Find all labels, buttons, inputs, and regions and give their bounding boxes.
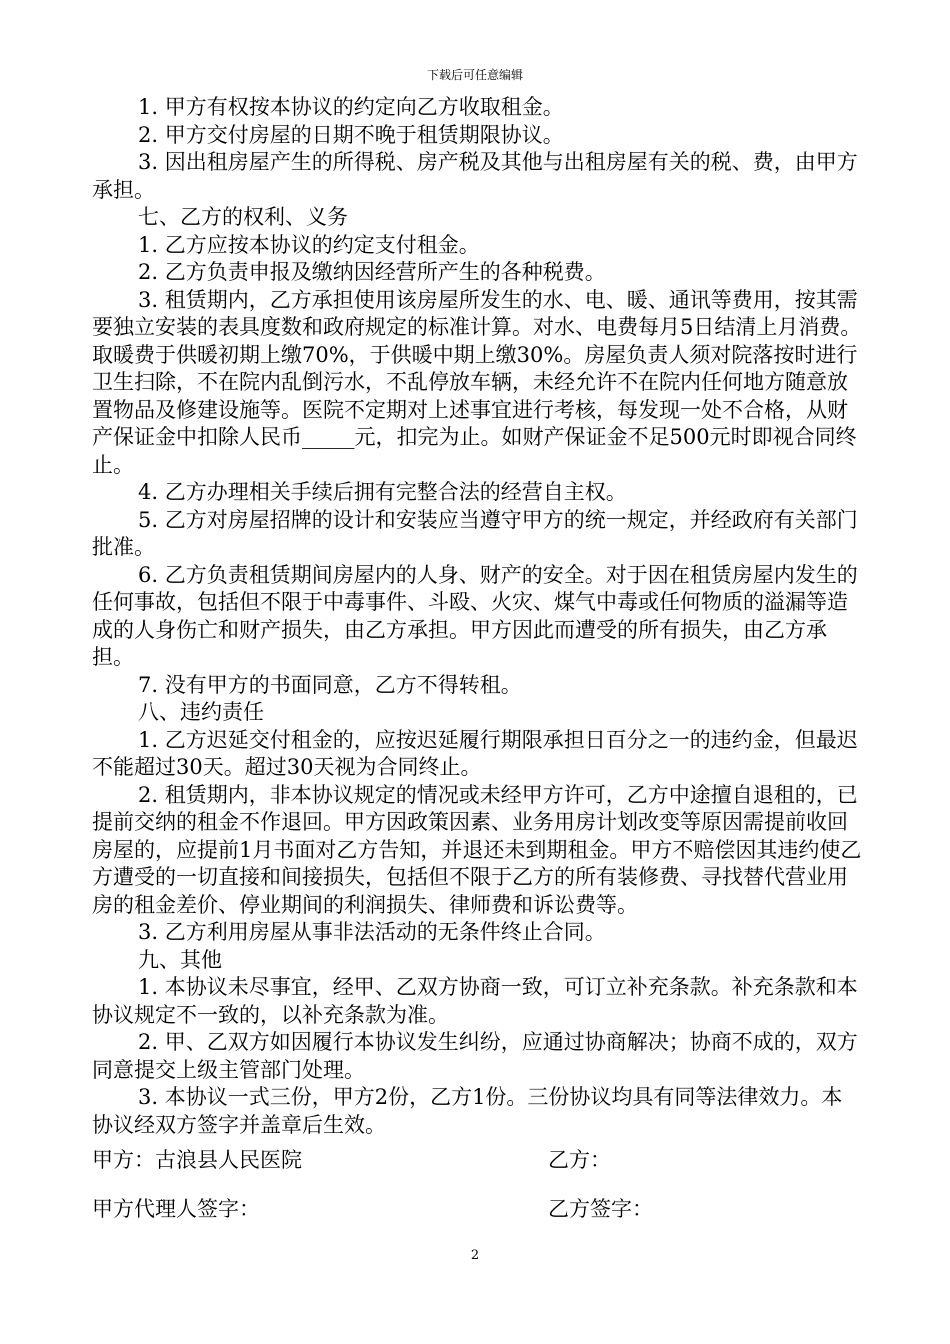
- clause-9-2: 2. 甲、乙双方如因履行本协议发生纠纷，应通过协商解决；协商不成的，双方同意提交上级主管部门处理。: [92, 1030, 858, 1082]
- clause-7-1: 1. 乙方应按本协议的约定支付租金。: [138, 232, 480, 257]
- party-b-signature: 乙方签字：: [548, 1197, 653, 1221]
- clause-7-5: 5. 乙方对房屋招牌的设计和安装应当遵守甲方的统一规定，并经政府有关部门批准。: [92, 507, 858, 559]
- section-9-heading: 九、其他: [138, 947, 222, 972]
- clause-7-2: 2. 乙方负责申报及缴纳因经营所产生的各种税费。: [138, 260, 606, 284]
- party-a-name: 甲方：古浪县人民医院: [92, 1148, 302, 1172]
- clause-8-3: 3. 乙方利用房屋从事非法活动的无条件终止合同。: [138, 920, 606, 944]
- clause-a1: 1. 甲方有权按本协议的约定向乙方收取租金。: [138, 95, 564, 119]
- clause-9-3: 3. 本协议一式三份，甲方2份，乙方1份。三份协议均具有同等法律效力。本协议经双方签字并盖章后生效。: [92, 1085, 843, 1137]
- clause-a3: 3. 因出租房屋产生的所得税、房产税及其他与出租房屋有关的税、费，由甲方承担。: [92, 150, 858, 202]
- clause-7-3: 3. 租赁期内，乙方承担使用该房屋所发生的水、电、暖、通讯等费用，按其需要独立安装的表具度数和政府规定的标准计算。对水、电费每月5日结清上月消费。取暖费于供暖初期上缴70%，于供暖中期上缴30%。房屋负责人须对院落按时进行卫生扫除，不在院内乱倒污水，不乱停放车辆，未经允许不在院内任何地方随意放置物品及修建设施等。医院不定期对上述事宜进行考核，每发现一处不合格，从财产保证金中扣除人民币_____元，扣完为止。如财产保证金不足500元时即视合同终止。: [92, 287, 862, 477]
- section-8-heading: 八、违约责任: [138, 700, 264, 724]
- page-header: 下载后可任意编辑: [426, 68, 523, 82]
- clause-7-7: 7. 没有甲方的书面同意，乙方不得转租。: [138, 672, 522, 697]
- party-a-agent-signature: 甲方代理人签字：: [92, 1197, 260, 1221]
- section-7-heading: 七、乙方的权利、义务: [138, 205, 348, 229]
- party-b-name: 乙方：: [548, 1148, 611, 1172]
- clause-8-2: 2. 租赁期内，非本协议规定的情况或未经甲方许可，乙方中途擅自退租的，已提前交纳的租金不作退回。甲方因政策因素、业务用房计划改变等原因需提前收回房屋的，应提前1月书面对乙方告知，并退还未到期租金。甲方不赔偿因其违约使乙方遭受的一切直接和间接损失，包括但不限于乙方的所有装修费、寻找替代营业用房的租金差价、停业期间的利润损失、律师费和诉讼费等。: [92, 782, 862, 917]
- clause-a2: 2. 甲方交付房屋的日期不晚于租赁期限协议。: [138, 122, 564, 147]
- page-number: 2: [470, 1248, 480, 1263]
- contract-body: [92, 94, 862, 1139]
- clause-7-4: 4. 乙方办理相关手续后拥有完整合法的经营自主权。: [138, 480, 627, 504]
- clause-7-6: 6. 乙方负责租赁期间房屋内的人身、财产的安全。对于因在租赁房屋内发生的任何事故，包括但不限于中毒事件、斗殴、火灾、煤气中毒或任何物质的溢漏等造成的人身伤亡和财产损失，由乙方承担。甲方因此而遭受的所有损失，由乙方承担。: [92, 562, 858, 669]
- clause-9-1: 1. 本协议未尽事宜，经甲、乙双方协商一致，可订立补充条款。补充条款和本协议规定不一致的，以补充条款为准。: [92, 975, 858, 1027]
- clause-8-1: 1. 乙方迟延交付租金的，应按迟延履行期限承担日百分之一的违约金，但最迟不能超过30天。超过30天视为合同终止。: [92, 727, 858, 779]
